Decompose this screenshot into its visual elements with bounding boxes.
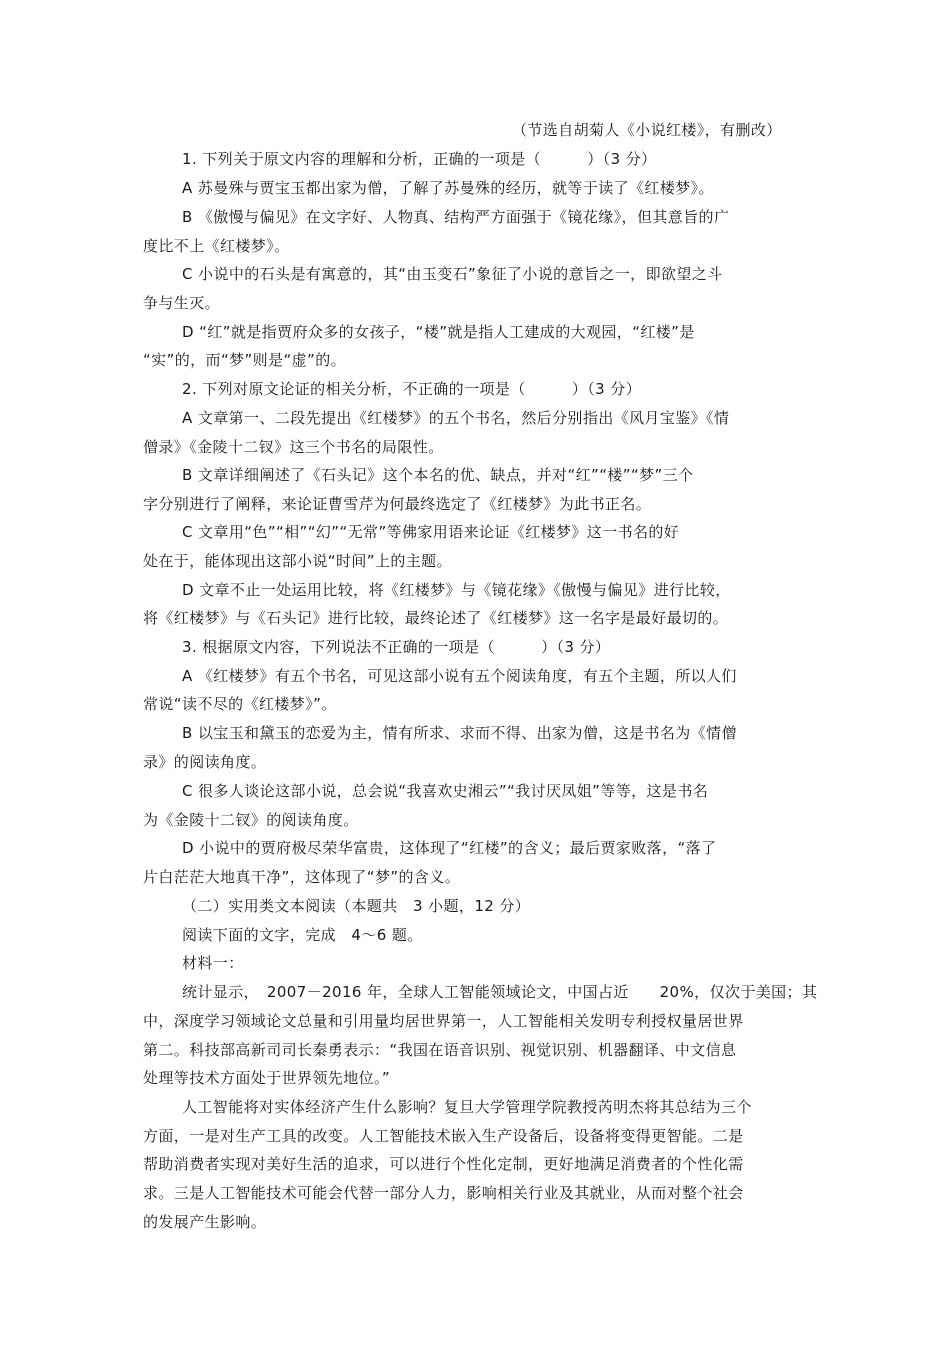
q1-option-d: D “红”就是指贾府众多的女孩子，“楼”就是指人工建成的大观园，“红楼”是	[182, 323, 695, 341]
q2-option-b: B 文章详细阐述了《石头记》这个本名的优、缺点，并对“红”“楼”“梦”三个	[182, 466, 694, 484]
q3-option-b-cont: 录》的阅读角度。	[143, 753, 267, 771]
q2-option-c-cont: 处在于，能体现出这部小说“时间”上的主题。	[143, 552, 452, 570]
reading-instruction: 阅读下面的文字，完成 4～6 题。	[182, 926, 423, 944]
q1-option-c-cont: 争与生灭。	[143, 294, 221, 312]
q1-option-d-cont: “实”的，而“梦”则是“虚”的。	[143, 351, 347, 369]
q1-option-a: A 苏曼殊与贾宝玉都出家为僧，了解了苏曼殊的经历，就等于读了《红楼梦》。	[182, 179, 714, 197]
q2-option-d-cont: 将《红楼梦》与《石头记》进行比较，最终论述了《红楼梦》这一名字是最好最切的。	[143, 609, 729, 627]
q2-option-b-cont: 字分别进行了阐释，来论证曹雪芹为何最终选定了《红楼梦》为此书正名。	[143, 495, 652, 513]
q1-option-c: C 小说中的石头是有寓意的，其“由玉变石”象征了小说的意旨之一，即欲望之斗	[182, 265, 723, 283]
q1-option-b-cont: 度比不上《红楼梦》。	[143, 237, 290, 255]
paragraph-2-line-1: 人工智能将对实体经济产生什么影响？复旦大学管理学院教授芮明杰将其总结为三个	[182, 1098, 752, 1116]
q2-option-d: D 文章不止一处运用比较，将《红楼梦》与《镜花缘》《傲慢与偏见》进行比较，	[182, 581, 731, 599]
q3-option-a: A 《红楼梦》有五个书名，可见这部小说有五个阅读角度，有五个主题，所以人们	[182, 667, 737, 685]
paragraph-2-line-4: 求。三是人工智能技术可能会代替一部分人力，影响相关行业及其就业，从而对整个社会	[143, 1184, 744, 1202]
paragraph-1-line-3: 第二。科技部高新司司长秦勇表示：“我国在语音识别、视觉识别、机器翻译、中文信息	[143, 1041, 737, 1059]
q1-option-b: B 《傲慢与偏见》在文字好、人物真、结构严方面强于《镜花缘》，但其意旨的广	[182, 208, 730, 226]
q2-option-a: A 文章第一、二段先提出《红楼梦》的五个书名，然后分别指出《风月宝鉴》《情	[182, 409, 730, 427]
q2-option-c: C 文章用“色”“相”“幻”“无常”等佛家用语来论证《红楼梦》这一书名的好	[182, 523, 680, 541]
q3-option-c-cont: 为《金陵十二钗》的阅读角度。	[143, 811, 359, 829]
q3-option-b: B 以宝玉和黛玉的恋爱为主，情有所求、求而不得、出家为僧，这是书名为《情僧	[182, 724, 737, 742]
q3-option-d: D 小说中的贾府极尽荣华富贵，这体现了“红楼”的含义；最后贾家败落，“落了	[182, 839, 717, 857]
question-2-stem: 2. 下列对原文论证的相关分析，不正确的一项是（ ）（3 分）	[182, 380, 642, 398]
section-heading: （二）实用类文本阅读（本题共 3 小题，12 分）	[182, 897, 531, 915]
source-note: （节选自胡菊人《小说红楼》，有删改）	[512, 121, 782, 139]
q3-option-d-cont: 片白茫茫大地真干净”，这体现了“梦”的含义。	[143, 868, 461, 886]
material-label: 材料一：	[182, 954, 244, 972]
question-1-stem: 1. 下列关于原文内容的理解和分析，正确的一项是（ ）（3 分）	[182, 150, 657, 168]
paragraph-1-line-4: 处理等技术方面处于世界领先地位。”	[143, 1069, 391, 1087]
paragraph-1-line-1: 统计显示， 2007－2016 年，全球人工智能领域论文，中国占近 20%，仅次于美国；其	[182, 983, 818, 1001]
paragraph-2-line-2: 方面，一是对生产工具的改变。人工智能技术嵌入生产设备后，设备将变得更智能。二是	[143, 1127, 744, 1145]
q3-option-c: C 很多人谈论这部小说，总会说“我喜欢史湘云”“我讨厌凤姐”等等，这是书名	[182, 782, 709, 800]
q2-option-a-cont: 僧录》《金陵十二钗》这三个书名的局限性。	[143, 438, 444, 456]
paragraph-2-line-3: 帮助消费者实现对美好生活的追求，可以进行个性化定制，更好地满足消费者的个性化需	[143, 1155, 744, 1173]
paragraph-1-line-2: 中，深度学习领域论文总量和引用量均居世界第一，人工智能相关发明专利授权量居世界	[143, 1012, 744, 1030]
question-3-stem: 3. 根据原文内容，下列说法不正确的一项是（ ）（3 分）	[182, 638, 611, 656]
paragraph-2-line-5: 的发展产生影响。	[143, 1213, 267, 1231]
q3-option-a-cont: 常说“读不尽的《红楼梦》”。	[143, 695, 337, 713]
